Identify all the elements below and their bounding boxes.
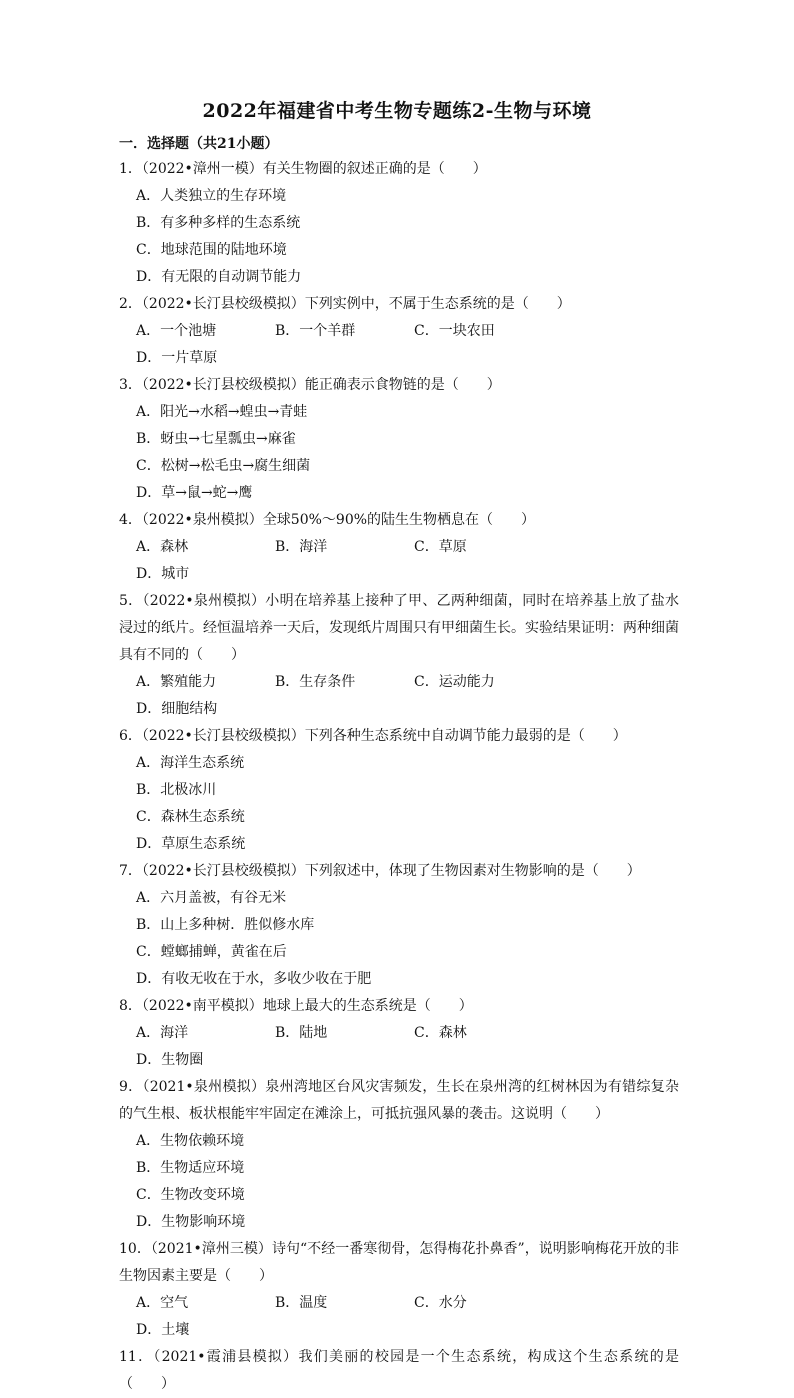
question-3	[119, 372, 679, 507]
option-c: C．地球范围的陆地环境	[136, 242, 287, 258]
question-text: 地球上最大的生态系统是（ ）	[262, 998, 473, 1014]
option-c: C．生物改变环境	[136, 1187, 245, 1203]
option-a: A．海洋生态系统	[136, 755, 245, 771]
question-number: 8．	[119, 998, 142, 1014]
option-a: A．一个池塘	[136, 323, 217, 339]
question-source: （2022•泉州模拟）	[141, 512, 263, 528]
options	[119, 1020, 679, 1074]
question-text: 下列实例中，不属于生态系统的是（ ）	[304, 296, 571, 312]
option-d: D．城市	[136, 566, 190, 582]
question-4	[119, 507, 679, 588]
options	[119, 534, 679, 588]
question-text: 下列叙述中，体现了生物因素对生物影响的是（ ）	[304, 863, 641, 879]
option-d: D．土壤	[136, 1322, 190, 1338]
option-a: A．人类独立的生存环境	[136, 188, 287, 204]
options	[119, 885, 679, 993]
option-a: A．生物依赖环境	[136, 1133, 245, 1149]
question-number: 9．	[119, 1079, 143, 1095]
question-text: 全球50%～90%的陆生生物栖息在（ ）	[262, 512, 536, 528]
option-b: B．温度	[275, 1295, 328, 1311]
question-stem	[119, 291, 679, 318]
question-stem	[119, 156, 679, 183]
option-d: D．草原生态系统	[136, 836, 246, 852]
option-c: C．松树→松毛虫→腐生细菌	[136, 458, 311, 474]
option-b: B．蚜虫→七星瓢虫→麻雀	[136, 431, 296, 447]
question-stem	[119, 588, 679, 669]
options	[119, 1290, 679, 1344]
option-d: D．生物圈	[136, 1052, 204, 1068]
question-number: 6．	[119, 728, 142, 744]
question-number: 5．	[119, 593, 143, 609]
question-number: 2．	[119, 296, 142, 312]
question-11	[119, 1344, 679, 1398]
question-text: 泉州湾地区台风灾害频发，生长在泉州湾的红树林因为有错综复杂的气生根、板状根能牢牢固定在滩涂上，可抵抗强风暴的袭击。这说明（ ）	[119, 1079, 680, 1122]
question-number: 11．	[119, 1349, 154, 1365]
option-d: D．有收无收在于水，多收少收在于肥	[136, 971, 372, 987]
option-b: B．北极冰川	[136, 782, 217, 798]
question-source: （2021•漳州三模）	[150, 1241, 272, 1257]
question-number: 1．	[119, 161, 142, 177]
option-c: C．一块农田	[414, 323, 495, 339]
question-9	[119, 1074, 679, 1236]
question-stem	[119, 1344, 679, 1398]
document-title: 2022年福建省中考生物专题练2-生物与环境	[202, 100, 592, 122]
question-source: （2021•霞浦县模拟）	[153, 1349, 299, 1365]
question-stem	[119, 1236, 679, 1290]
option-c: C．森林生态系统	[136, 809, 245, 825]
options	[119, 1128, 679, 1236]
question-number: 10．	[119, 1241, 151, 1257]
option-b: B．陆地	[275, 1025, 328, 1041]
option-d: D．草→鼠→蛇→鹰	[136, 485, 253, 501]
option-b: B．海洋	[275, 539, 328, 555]
question-source: （2021•泉州模拟）	[142, 1079, 266, 1095]
question-source: （2022•南平模拟）	[141, 998, 263, 1014]
option-c: C．森林	[414, 1025, 467, 1041]
question-stem	[119, 993, 679, 1020]
option-c: C．螳螂捕蝉，黄雀在后	[136, 944, 287, 960]
option-b: B．山上多种树．胜似修水库	[136, 917, 315, 933]
question-8	[119, 993, 679, 1074]
option-d: D．细胞结构	[136, 701, 218, 717]
options	[119, 318, 679, 372]
options	[119, 399, 679, 507]
question-source: （2022•泉州模拟）	[142, 593, 266, 609]
question-text: 我们美丽的校园是一个生态系统，构成这个生态系统的是（ ）	[119, 1349, 680, 1392]
section-heading: 一．选择题（共21小题）	[119, 136, 279, 152]
option-c: C．水分	[414, 1295, 467, 1311]
option-a: A．海洋	[136, 1025, 189, 1041]
option-d: D．生物影响环境	[136, 1214, 246, 1230]
question-stem	[119, 1074, 679, 1128]
question-6	[119, 723, 679, 858]
option-a: A．空气	[136, 1295, 189, 1311]
question-text: 诗句“不经一番寒彻骨，怎得梅花扑鼻香”，说明影响梅花开放的非生物因素主要是（ ）	[119, 1241, 679, 1284]
option-d: D．一片草原	[136, 350, 218, 366]
question-text: 能正确表示食物链的是（ ）	[304, 377, 501, 393]
question-source: （2022•长汀县校级模拟）	[141, 377, 305, 393]
option-a: A．森林	[136, 539, 189, 555]
question-stem	[119, 858, 679, 885]
question-number: 7．	[119, 863, 142, 879]
question-text: 小明在培养基上接种了甲、乙两种细菌，同时在培养基上放了盐水浸过的纸片。经恒温培养一天后，发现纸片周围只有甲细菌生长。实验结果证明：两种细菌具有不同的（ ）	[119, 593, 680, 663]
option-a: A．繁殖能力	[136, 674, 217, 690]
question-list	[119, 156, 679, 1398]
question-stem	[119, 723, 679, 750]
option-d: D．有无限的自动调节能力	[136, 269, 302, 285]
option-c: C．运动能力	[414, 674, 495, 690]
question-stem	[119, 507, 679, 534]
question-source: （2022•长汀县校级模拟）	[141, 728, 305, 744]
question-text: 下列各种生态系统中自动调节能力最弱的是（ ）	[304, 728, 627, 744]
option-b: B．生物适应环境	[136, 1160, 245, 1176]
question-7	[119, 858, 679, 993]
options	[119, 183, 679, 291]
question-stem	[119, 372, 679, 399]
option-b: B．一个羊群	[275, 323, 356, 339]
question-source: （2022•长汀县校级模拟）	[141, 863, 305, 879]
question-2	[119, 291, 679, 372]
question-source: （2022•长汀县校级模拟）	[141, 296, 305, 312]
options	[119, 669, 679, 723]
option-a: A．阳光→水稻→蝗虫→青蛙	[136, 404, 308, 420]
question-5	[119, 588, 679, 723]
option-c: C．草原	[414, 539, 467, 555]
question-source: （2022•漳州一模）	[141, 161, 263, 177]
question-1	[119, 156, 679, 291]
options	[119, 750, 679, 858]
option-b: B．有多种多样的生态系统	[136, 215, 301, 231]
question-10	[119, 1236, 679, 1344]
question-text: 有关生物圈的叙述正确的是（ ）	[262, 161, 487, 177]
question-number: 3．	[119, 377, 142, 393]
question-number: 4．	[119, 512, 142, 528]
option-a: A．六月盖被，有谷无米	[136, 890, 287, 906]
option-b: B．生存条件	[275, 674, 356, 690]
